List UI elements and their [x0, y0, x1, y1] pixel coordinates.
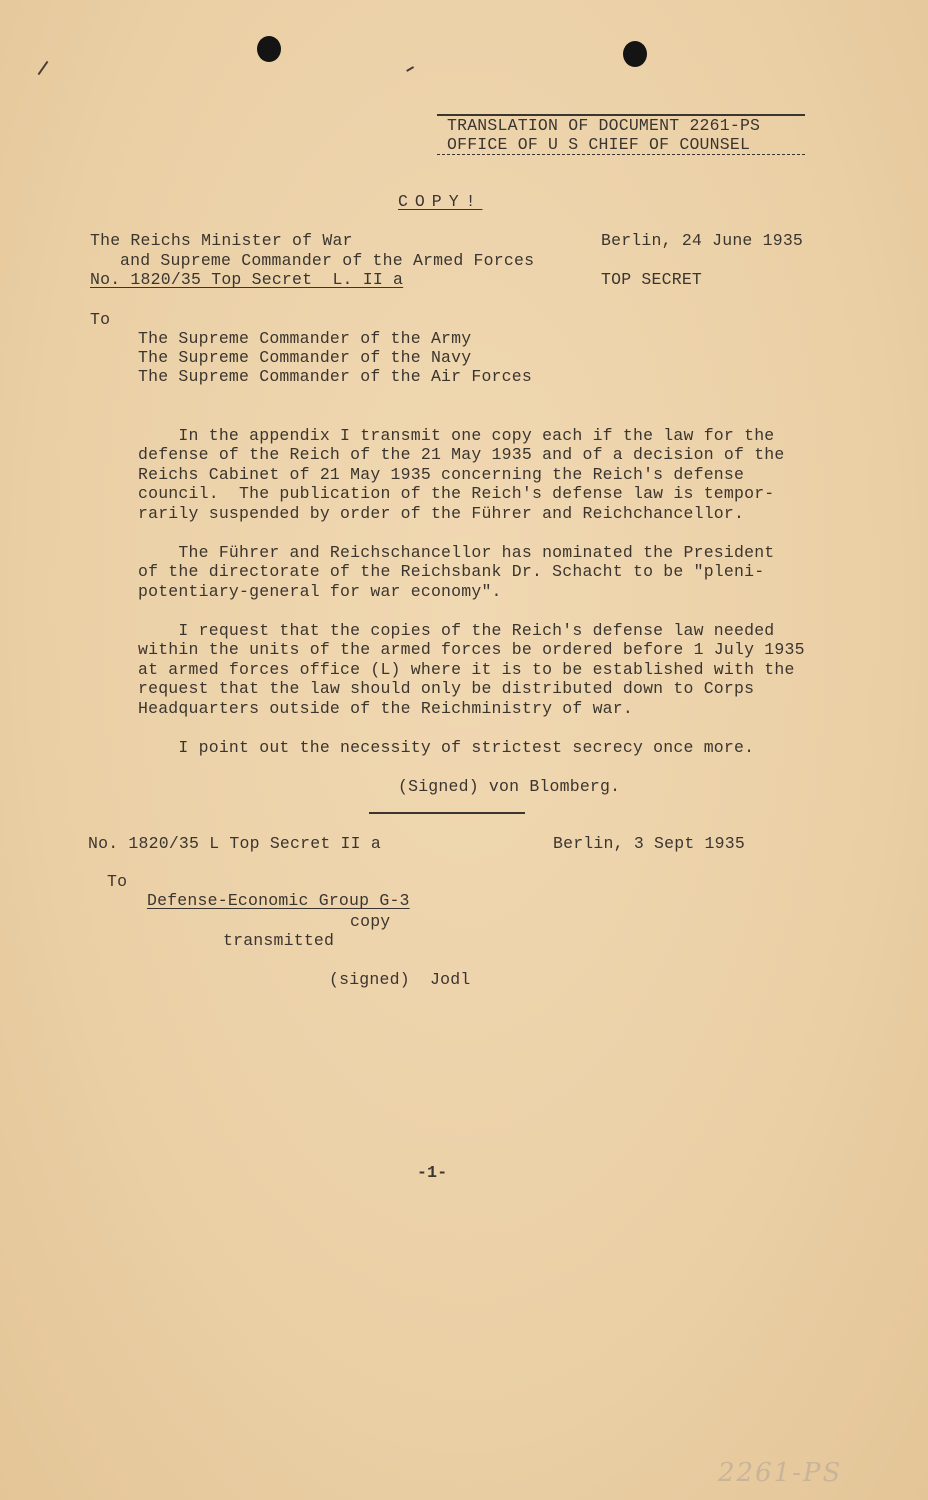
place-date: Berlin, 24 June 1935 — [601, 231, 804, 250]
page-number: -1- — [417, 1163, 448, 1182]
body-line: The Führer and Reichschancellor has nominated the President — [138, 543, 775, 562]
body-line: I point out the necessity of strictest secrecy once more. — [138, 738, 755, 757]
header-line-1: TRANSLATION OF DOCUMENT 2261-PS — [447, 116, 761, 135]
body-line: In the appendix I transmit one copy each if the law for the — [138, 426, 775, 445]
place-date-2: Berlin, 3 Sept 1935 — [553, 834, 745, 853]
to-label: To — [90, 310, 111, 329]
body-line: Headquarters outside of the Reichministry of war. — [138, 699, 633, 718]
body-line: defense of the Reich of the 21 May 1935 and of a decision of the — [138, 445, 785, 464]
handwritten-document-number: 2261-PS — [718, 1458, 843, 1488]
body-line: rarily suspended by order of the Führer and Reichchancellor. — [138, 504, 745, 523]
recipient: The Supreme Commander of the Army — [138, 329, 472, 348]
body-line: of the directorate of the Reichsbank Dr. Schacht to be "pleni- — [138, 562, 765, 581]
classification: TOP SECRET — [601, 270, 703, 289]
copy-label: COPY! — [398, 192, 483, 211]
body-line: potentiary-general for war economy". — [138, 582, 502, 601]
header-rule-bottom — [437, 154, 805, 155]
header-line-2: OFFICE OF U S CHIEF OF COUNSEL — [447, 135, 751, 154]
section-divider — [369, 812, 525, 814]
body-line: I request that the copies of the Reich's defense law needed — [138, 621, 775, 640]
reference-number-2: No. 1820/35 L Top Secret II a — [88, 834, 381, 853]
recipient: The Supreme Commander of the Air Forces — [138, 367, 532, 386]
sender-line-1: The Reichs Minister of War — [90, 231, 353, 250]
ink-mark — [406, 66, 414, 71]
recipient-group: Defense-Economic Group G-3 — [147, 891, 410, 910]
body-line: request that the law should only be distributed down to Corps — [138, 679, 755, 698]
body-line: at armed forces office (L) where it is to be established with the — [138, 660, 795, 679]
copy-word: copy — [350, 912, 391, 931]
sender-line-2: and Supreme Commander of the Armed Forces — [120, 251, 535, 270]
body-line: Reichs Cabinet of 21 May 1935 concerning the Reich's defense — [138, 465, 745, 484]
recipient: The Supreme Commander of the Navy — [138, 348, 472, 367]
transmitted-word: transmitted — [223, 931, 335, 950]
body-line: within the units of the armed forces be ordered before 1 July 1935 — [138, 640, 805, 659]
punch-hole-right — [623, 41, 647, 67]
reference-number: No. 1820/35 Top Secret L. II a — [90, 270, 404, 289]
signature-jodl: (signed) Jodl — [329, 970, 471, 989]
signature-blomberg: (Signed) von Blomberg. — [398, 777, 621, 796]
body-line: council. The publication of the Reich's defense law is tempor- — [138, 484, 775, 503]
to-label-2: To — [107, 872, 128, 891]
punch-hole-left — [257, 36, 281, 62]
ink-mark — [38, 61, 49, 75]
